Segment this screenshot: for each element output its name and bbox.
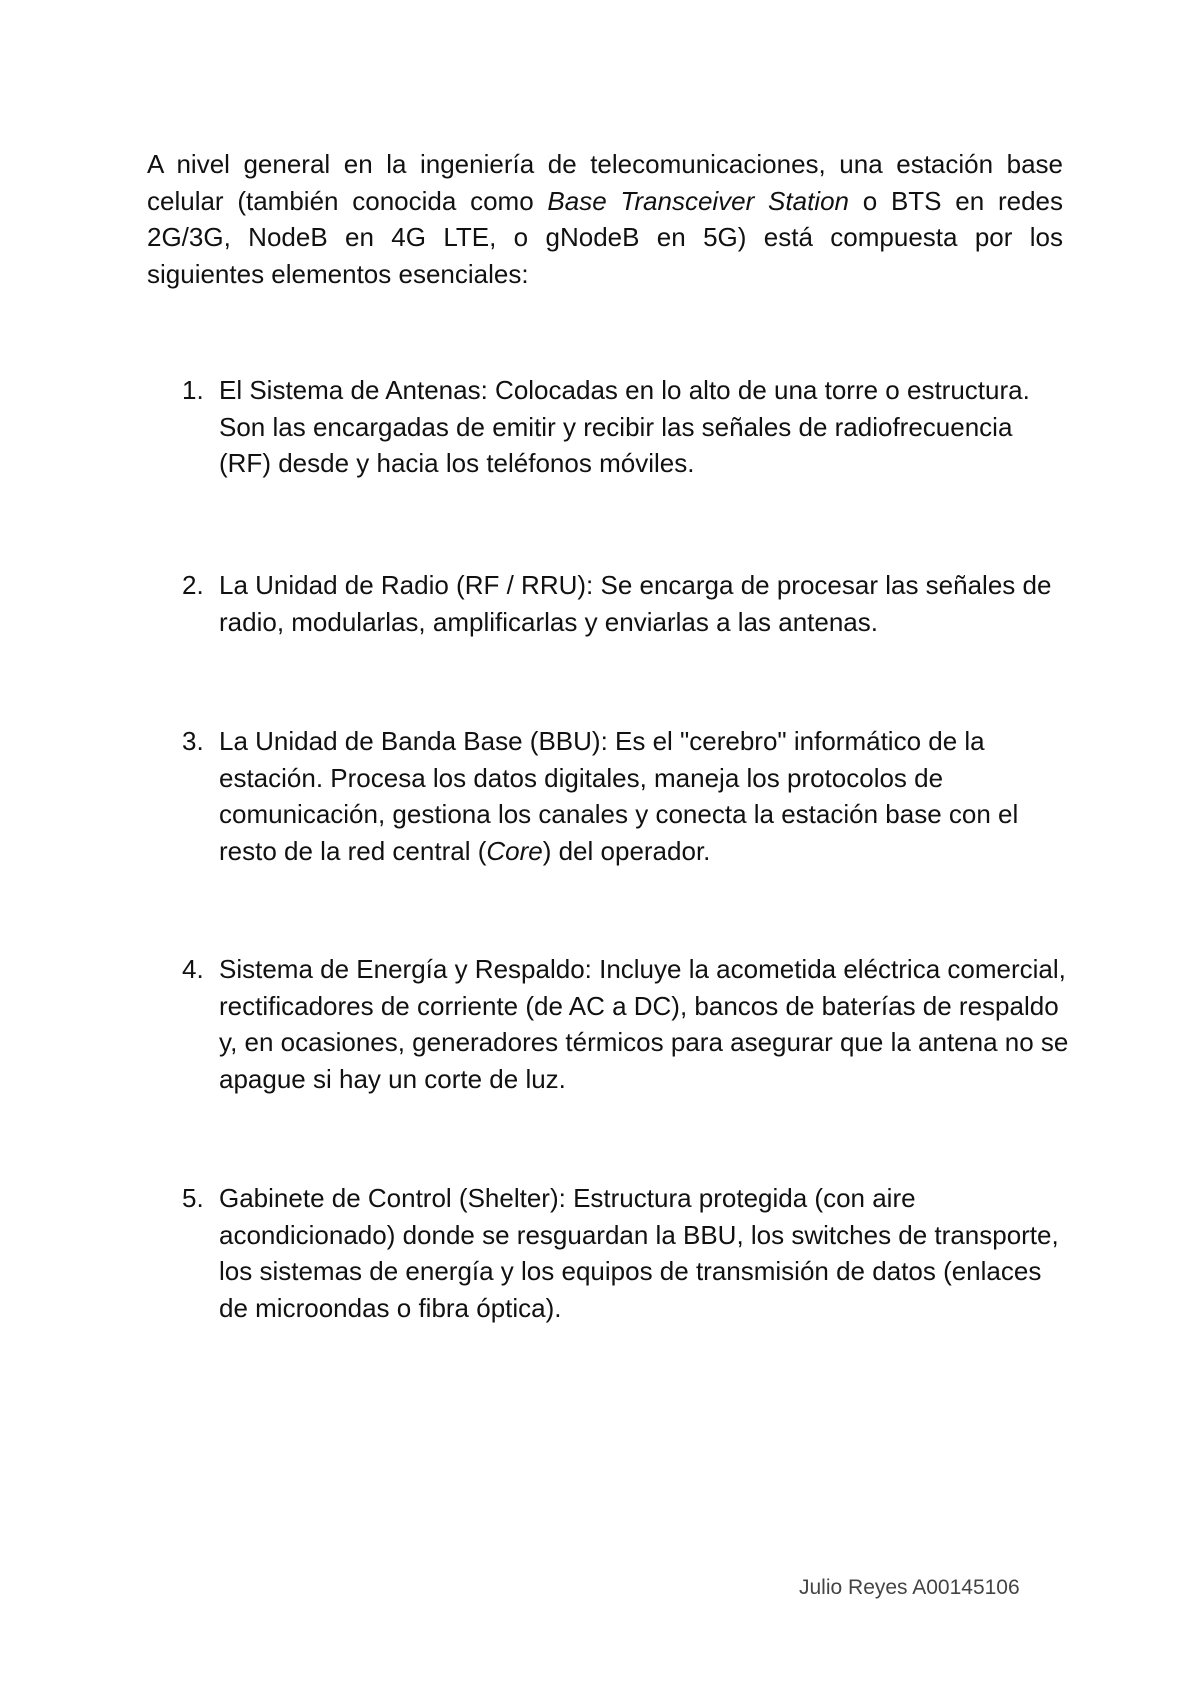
list-item (147, 372, 1063, 482)
list-item-text-end: ) del operador. (542, 835, 711, 866)
list-item-text: La Unidad de Radio (RF / RRU): Se encarga de procesar las señales de radio, modularlas, amplificarlas y enviarlas a las antenas. (219, 570, 1052, 637)
list-item (147, 723, 1063, 869)
intro-italic-term: Base Transceiver Station (547, 185, 849, 216)
list-item-number: 5. (182, 1183, 204, 1213)
list-item (147, 1180, 1063, 1326)
list-item (147, 951, 1069, 1097)
list-item-text-start: La Unidad de Banda Base (BBU): Es el "cerebro" informático de la estación. Procesa los datos digitales, maneja los protocolos de comunicación, gestiona los canales y conecta la estación base con el resto de la red central ( (219, 726, 1019, 866)
list-item-text (219, 723, 1069, 869)
list-item-text: El Sistema de Antenas: Colocadas en lo alto de una torre o estructura. Son las encargadas de emitir y recibir las señales de radiofrecuencia (RF) desde y hacia los teléfonos móviles. (219, 375, 1030, 478)
intro-paragraph (147, 146, 1063, 292)
intro-text-end: o BTS en redes 2G/3G, NodeB en 4G LTE, o gNodeB en 5G) está compuesta por los siguientes elementos esenciales: (147, 185, 1063, 289)
intro-text-start: A nivel general en la ingeniería de telecomunicaciones, una estación base celular (también conocida como (147, 149, 1063, 216)
list-item-number: 3. (182, 726, 204, 756)
list-item-number: 1. (182, 375, 204, 405)
list-item (147, 567, 1063, 640)
document-body (147, 146, 1069, 1323)
list-item-text: Gabinete de Control (Shelter): Estructura protegida (con aire acondicionado) donde se resguardan la BBU, los switches de transporte, los sistemas de energía y los equipos de transmisión de datos (enlaces de microondas o fibra óptica). (219, 1183, 1059, 1323)
list-item-number: 4. (182, 954, 204, 984)
list-item-italic-term: Core (486, 835, 543, 866)
list-item-text: Sistema de Energía y Respaldo: Incluye la acometida eléctrica comercial, rectificadores de corriente (de AC a DC), bancos de baterías de respaldo y, en ocasiones, generadores térmicos para asegurar que la antena no se apague si hay un corte de luz. (219, 954, 1069, 1094)
footer-author: Julio Reyes A00145106 (799, 1576, 1020, 1599)
list-item-number: 2. (182, 570, 204, 600)
